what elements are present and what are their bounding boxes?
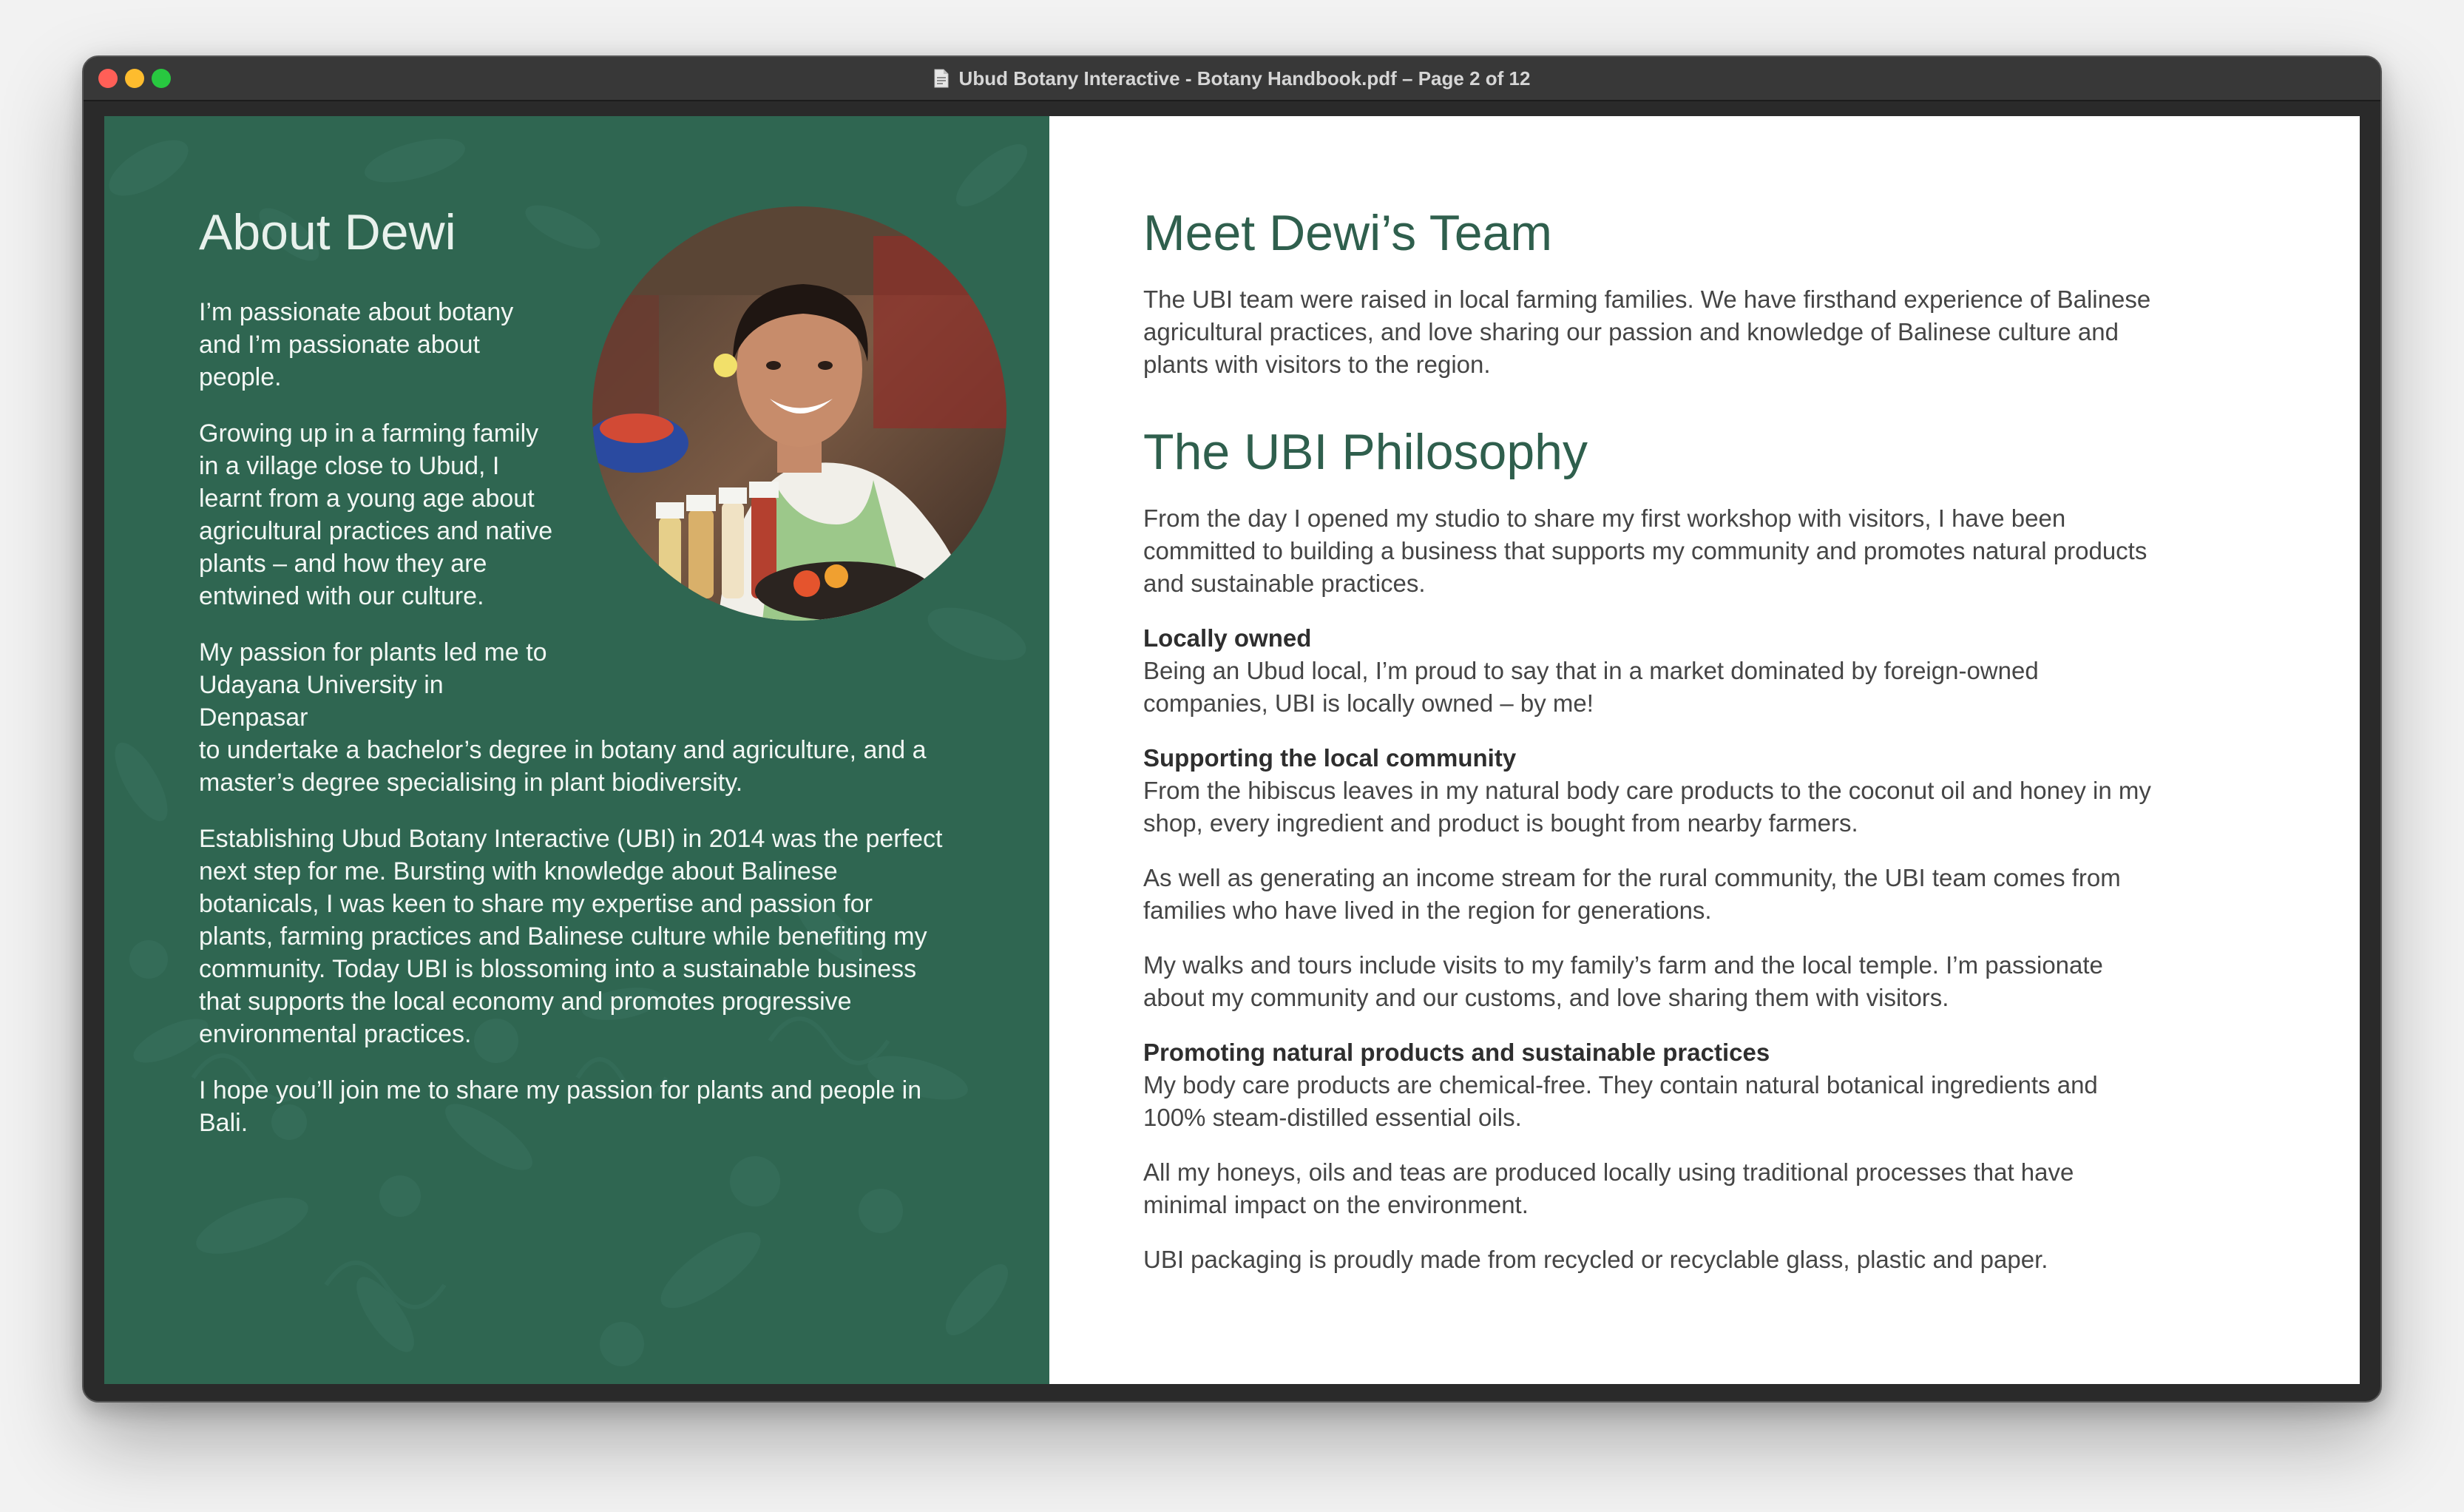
community-section: [1143, 742, 2156, 840]
about-paragraph-5: I hope you’ll join me to share my passion for plants and people in Bali.: [199, 1076, 922, 1137]
community-text-1: From the hibiscus leaves in my natural body care products to the coconut oil and honey in my shop, every ingredient and product is bought from nearby farmers.: [1143, 777, 2151, 837]
community-text-2: As well as generating an income stream for the rural community, the UBI team comes from families who have lived in the region for generations.: [1143, 864, 2121, 924]
natural-text-3: UBI packaging is proudly made from recycled or recyclable glass, plastic and paper.: [1143, 1246, 2048, 1273]
natural-text-1: My body care products are chemical-free. They contain natural botanical ingredients and 100% steam-distilled essential oils.: [1143, 1071, 2098, 1131]
title-bar[interactable]: [84, 57, 2380, 101]
team-philosophy-panel: [1049, 116, 2360, 1384]
locally-owned-heading: Locally owned: [1143, 624, 1312, 652]
philosophy-intro: From the day I opened my studio to share my first workshop with visitors, I have been committed to building a business that supports my community and promotes natural products and sustainable practices.: [1143, 504, 2147, 597]
natural-text-2: All my honeys, oils and teas are produced locally using traditional processes that have minimal impact on the environment.: [1143, 1158, 2074, 1218]
about-panel: [104, 116, 1049, 1384]
community-heading: Supporting the local community: [1143, 744, 1517, 772]
about-paragraph-4: Establishing Ubud Botany Interactive (UBI) in 2014 was the perfect next step for me. Bursting with knowledge about Balinese botanicals, I was keen to share my expertise and passion for plants, farming practices and Balinese culture while benefiting my community. Today UBI is blossoming into a sustainable business that supports the local economy and promotes progressive environmental practices.: [199, 825, 943, 1048]
locally-owned-text: Being an Ubud local, I’m proud to say that in a market dominated by foreign-owned companies, UBI is locally owned – by me!: [1143, 657, 2039, 717]
team-text: The UBI team were raised in local farming families. We have firsthand experience of Balinese agricultural practices, and love sharing our passion and knowledge of Balinese culture and plants with visitors to the region.: [1143, 286, 2151, 378]
window-title: Ubud Botany Interactive - Botany Handbook.pdf – Page 2 of 12: [958, 67, 1531, 90]
about-text: [199, 296, 953, 1163]
natural-heading: Promoting natural products and sustainable practices: [1143, 1039, 1770, 1066]
locally-owned-section: [1143, 622, 2156, 720]
philosophy-heading: The UBI Philosophy: [1143, 424, 1588, 480]
about-paragraph-1: I’m passionate about botany and I’m passionate about people.: [199, 298, 514, 391]
natural-section: [1143, 1036, 2156, 1134]
about-paragraph-3a: My passion for plants led me to Udayana University in Denpasar: [199, 638, 547, 732]
about-paragraph-3b: to undertake a bachelor’s degree in botany and agriculture, and a master’s degree specialising in plant biodiversity.: [199, 736, 927, 797]
document-page-spread: [104, 116, 2360, 1384]
right-content: [1143, 203, 2156, 1298]
window-title-container: [84, 57, 2380, 100]
about-title: About Dewi: [199, 204, 456, 260]
team-heading: Meet Dewi’s Team: [1143, 205, 1553, 261]
pdf-viewer-window: [82, 55, 2382, 1403]
community-text-3: My walks and tours include visits to my family’s farm and the local temple. I’m passionate about my community and our customs, and love sharing them with visitors.: [1143, 951, 2103, 1011]
document-icon: [934, 69, 949, 88]
about-paragraph-2: Growing up in a farming family in a village close to Ubud, I learnt from a young age about agricultural practices and native plants – and how they are entwined with our culture.: [199, 419, 553, 610]
